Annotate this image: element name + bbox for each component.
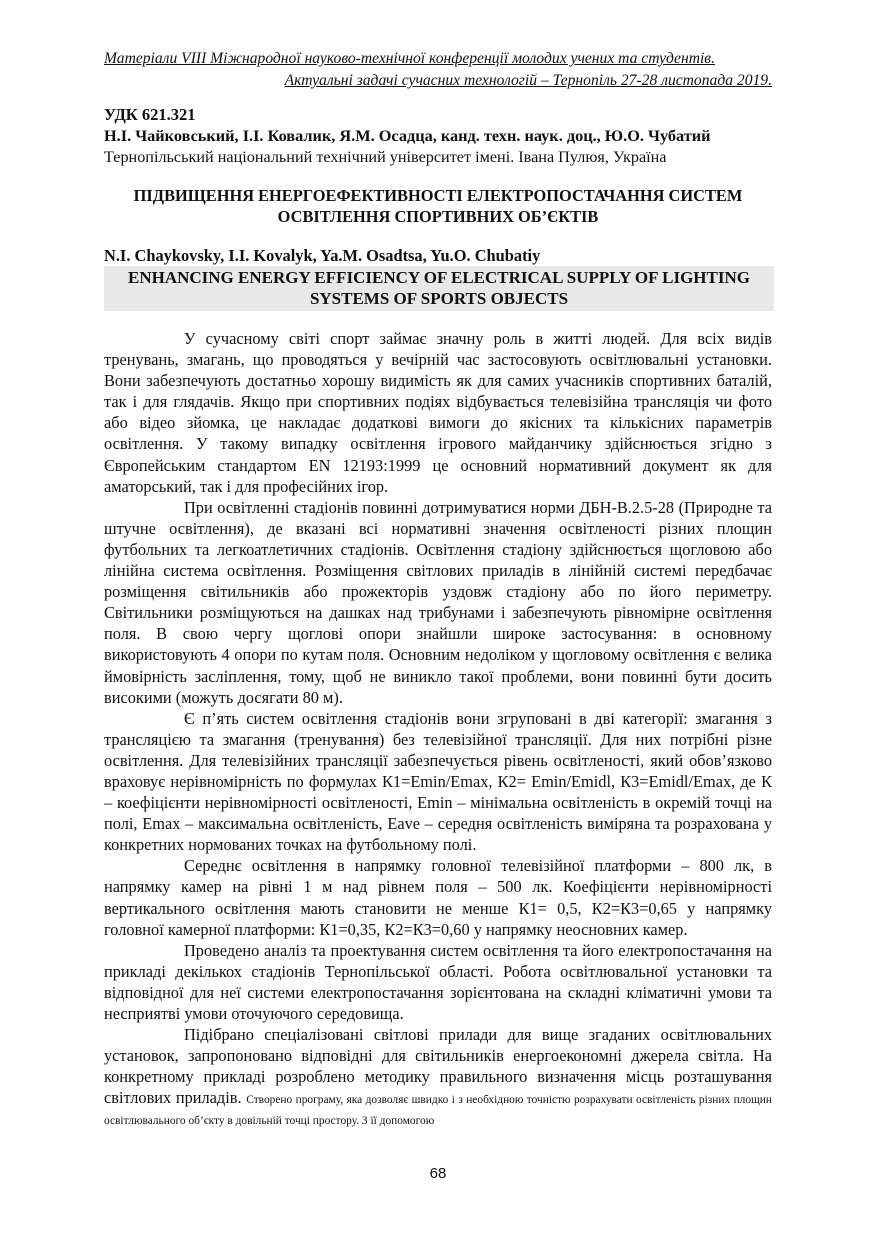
- paper-title-en: ENHANCING ENERGY EFFICIENCY OF ELECTRICAL SUPPLY OF LIGHTING SYSTEMS OF SPORTS OBJECTS: [104, 266, 774, 311]
- body-paragraph: Проведено аналіз та проектування систем освітлення та його електропостачання на прикладі декількох стадіонів Тернопільської області. Робота освітлювальної установки та відповідної для неї системи електропостачання зорієнтована на складні кліматичні умови та несприятві умови оточуючого середовища.: [104, 940, 772, 1023]
- page-number: 68: [429, 1165, 447, 1182]
- running-header-line-1: Матеріали VIII Міжнародної науково-технічної конференції молодих учених та студентів.: [104, 50, 715, 67]
- authors-ua: Н.І. Чайковський, І.І. Ковалик, Я.М. Осадца, канд. техн. наук. доц., Ю.О. Чубатий: [104, 126, 711, 145]
- last-paragraph-small-text: Створено програму, яка дозволяє швидко і з необхідною точністю розрахувати освітленість різних площин освітлювального об’єкту в довільній точці простору. З її допомогою: [104, 1094, 773, 1128]
- body-paragraph: При освітленні стадіонів повинні дотримуватися норми ДБН-В.2.5-28 (Природне та штучне освітлення), де вказані всі нормативні значення освітленості різних площин футбольних та легкоатлетичних стадіонів. Освітлення стадіону здійснюється щогловою або лінійна система освітлення. Розміщення світлових приладів в лінійній системі передбачає розміщення світильників або прожекторів уздовж стадіону або по його периметру. Світильники розміщуються на дашках над трибунами і забезпечують рівномірне освітлення поля. В свою чергу щоглові опори знайшли широке застосування: в основному використовують 4 опори по кутам поля. Основним недоліком у щогловому освітлення є велика ймовірність засліплення, тому, щоб не виникло такої проблеми, вони повинні бути досить високими (можуть досягати 80 м).: [104, 497, 772, 707]
- affiliation: Тернопільський національний технічний університет імені. Івана Пулюя, Україна: [104, 148, 667, 166]
- last-paragraph-text: Підібрано спеціалізовані світлові прилади для вище згаданих освітлювальних установок, запропоновано відповідні для світильників енергоекономні джерела світла. На конкретному прикладі розроблено методику правильного визначення місць розташування світлових приладів.: [104, 1025, 772, 1108]
- body-paragraph: У сучасному світі спорт займає значну роль в житті людей. Для всіх видів тренувань, змагань, що проводяться у вечірній час застосовують освітлювальні установки. Вони забезпечують достатньо хорошу видимість як для самих учасників спортивних баталій, так і для глядачів. Якщо при спортивних подіях відбувається телевізійна трансляція чи фото або відео зйомка, це накладає додаткові вимоги до якісних та кількісних параметрів освітлення. У такому випадку освітлення ігрового майданчику здійснюється згідно з Європейським стандартом EN 12193:1999 це основний нормативний документ як для аматорський, так і для професійних ігор.: [104, 329, 772, 496]
- paper-body: [104, 328, 772, 1130]
- running-header-line-2: Актуальні задачі сучасних технологій – Тернопіль 27-28 листопада 2019.: [284, 72, 772, 89]
- body-paragraph: Середнє освітлення в напрямку головної телевізійної платформи – 800 лк, в напрямку камер на рівні 1 м над рівнем поля – 500 лк. Коефіцієнти нерівномірності вертикального освітлення мають становити не менше К1= 0,5, К2=К3=0,65 у напрямку головної камерної платформи: К1=0,35, К2=К3=0,60 у напрямку неосновних камер.: [104, 856, 772, 939]
- authors-en: N.I. Chaykovsky, I.I. Kovalyk, Ya.M. Osadtsa, Yu.O. Chubatiy: [104, 246, 541, 265]
- body-paragraph: Є п’ять систем освітлення стадіонів вони згруповані в дві категорії: змагання з трансляцією та змагання (тренування) без телевізійної трансляції. Для них потрібні різне освітлення. Для телевізійних трансляції забезпечується рівень освітленості, який обов’язково враховує нерівномірність по формулах К1=Emin/Emax, К2= Emin/Emidl, К3=Emidl/Emax, де К – коефіцієнти нерівномірності освітленості, Emin – мінімальна освітленість в окремій точці на полі, Emax – максимальна освітленість, Eave – середня освітленість виміряна та розрахована у конкретних нормованих точках на футбольному полі.: [104, 708, 772, 855]
- udc-code: УДК 621.321: [104, 105, 196, 124]
- paper-title-ua: ПІДВИЩЕННЯ ЕНЕРГОЕФЕКТИВНОСТІ ЕЛЕКТРОПОСТАЧАННЯ СИСТЕМ ОСВІТЛЕННЯ СПОРТИВНИХ ОБ’ЄКТІВ: [133, 186, 743, 226]
- body-paragraph-last: [104, 1024, 772, 1129]
